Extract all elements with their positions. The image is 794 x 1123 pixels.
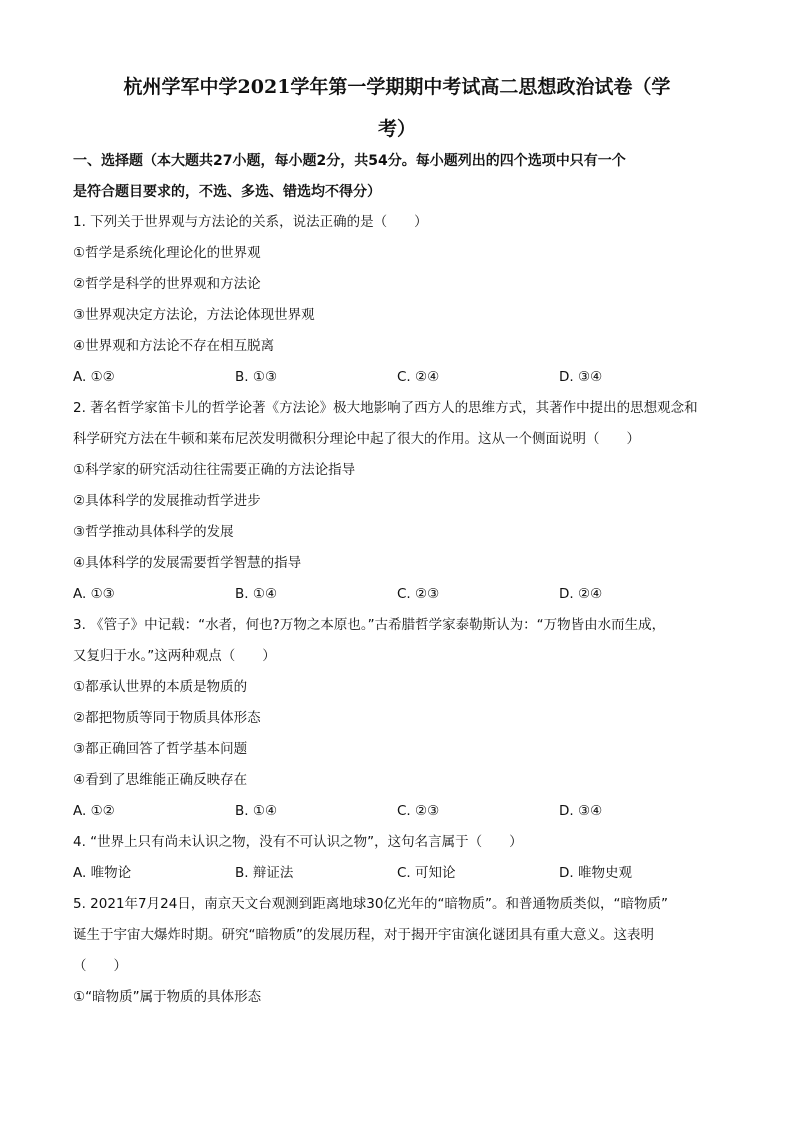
statement-item: ②哲学是科学的世界观和方法论 — [73, 276, 261, 292]
option-b: B. ①④ — [235, 803, 278, 819]
statement-item: ②具体科学的发展推动哲学进步 — [73, 493, 261, 509]
section-heading-line-1: 一、选择题（本大题共27小题，每小题2分，共54分。每小题列出的四个选项中只有一个 — [73, 153, 626, 169]
option-c: C. ②④ — [397, 369, 440, 385]
question-4 — [73, 827, 733, 889]
answer-options — [73, 858, 733, 889]
statement-item: ③都正确回答了哲学基本问题 — [73, 741, 248, 757]
option-c: C. ②③ — [397, 803, 440, 819]
option-b: B. ①③ — [235, 369, 278, 385]
statement-item: ①都承认世界的本质是物质的 — [73, 679, 248, 695]
exam-title-line-2: 考） — [377, 118, 416, 140]
answer-options — [73, 362, 733, 393]
question-stem: 5. 2021年7月24日，南京天文台观测到距离地球30亿光年的“暗物质”。和普通物质类似，“暗物质” — [73, 896, 668, 912]
option-a: A. ①② — [73, 803, 115, 819]
question-stem: 3. 《管子》中记载：“水者，何也?万物之本原也。”古希腊哲学家泰勒斯认为：“万物皆由水而生成， — [73, 617, 666, 633]
statement-item: ④看到了思维能正确反映存在 — [73, 772, 248, 788]
statement-item: ③世界观决定方法论，方法论体现世界观 — [73, 307, 315, 323]
section-heading — [73, 146, 733, 208]
statement-item: ②都把物质等同于物质具体形态 — [73, 710, 261, 726]
statement-item: ③哲学推动具体科学的发展 — [73, 524, 234, 540]
exam-title-line-1: 杭州学军中学2021学年第一学期期中考试高二思想政治试卷（学 — [123, 76, 671, 98]
question-3 — [73, 610, 733, 827]
section-heading-line-2: 是符合题目要求的，不选、多选、错选均不得分） — [73, 184, 381, 200]
question-2 — [73, 393, 733, 610]
question-stem: 4. “世界上只有尚未认识之物，没有不可认识之物”，这句名言属于（ ） — [73, 834, 523, 850]
answer-options — [73, 579, 733, 610]
answer-options — [73, 796, 733, 827]
option-a: A. 唯物论 — [73, 865, 132, 881]
question-stem: 诞生于宇宙大爆炸时期。研究“暗物质”的发展历程，对于揭开宇宙演化谜团具有重大意义。这表明 — [73, 927, 654, 943]
option-d: D. ③④ — [559, 369, 603, 385]
statement-item: ④具体科学的发展需要哲学智慧的指导 — [73, 555, 302, 571]
option-d: D. ②④ — [559, 586, 603, 602]
option-a: A. ①③ — [73, 586, 115, 602]
question-list — [73, 207, 733, 1013]
question-stem: 又复归于水。”这两种观点（ ） — [73, 648, 276, 664]
statement-item: ①“暗物质”属于物质的具体形态 — [73, 989, 262, 1005]
option-c: C. ②③ — [397, 586, 440, 602]
statement-item: ④世界观和方法论不存在相互脱离 — [73, 338, 275, 354]
option-b: B. ①④ — [235, 586, 278, 602]
statement-item: ①科学家的研究活动往往需要正确的方法论指导 — [73, 462, 356, 478]
question-1 — [73, 207, 733, 393]
option-b: B. 辩证法 — [235, 865, 294, 881]
question-5 — [73, 889, 733, 1013]
option-a: A. ①② — [73, 369, 115, 385]
question-stem: 1. 下列关于世界观与方法论的关系，说法正确的是（ ） — [73, 214, 428, 230]
question-stem: （ ） — [73, 958, 127, 974]
exam-title — [70, 66, 724, 150]
option-d: D. ③④ — [559, 803, 603, 819]
option-c: C. 可知论 — [397, 865, 456, 881]
statement-item: ①哲学是系统化理论化的世界观 — [73, 245, 261, 261]
question-stem: 科学研究方法在牛顿和莱布尼茨发明微积分理论中起了很大的作用。这从一个侧面说明（ ） — [73, 431, 640, 447]
question-stem: 2. 著名哲学家笛卡儿的哲学论著《方法论》极大地影响了西方人的思维方式，其著作中提出的思想观念和 — [73, 400, 698, 416]
option-d: D. 唯物史观 — [559, 865, 632, 881]
